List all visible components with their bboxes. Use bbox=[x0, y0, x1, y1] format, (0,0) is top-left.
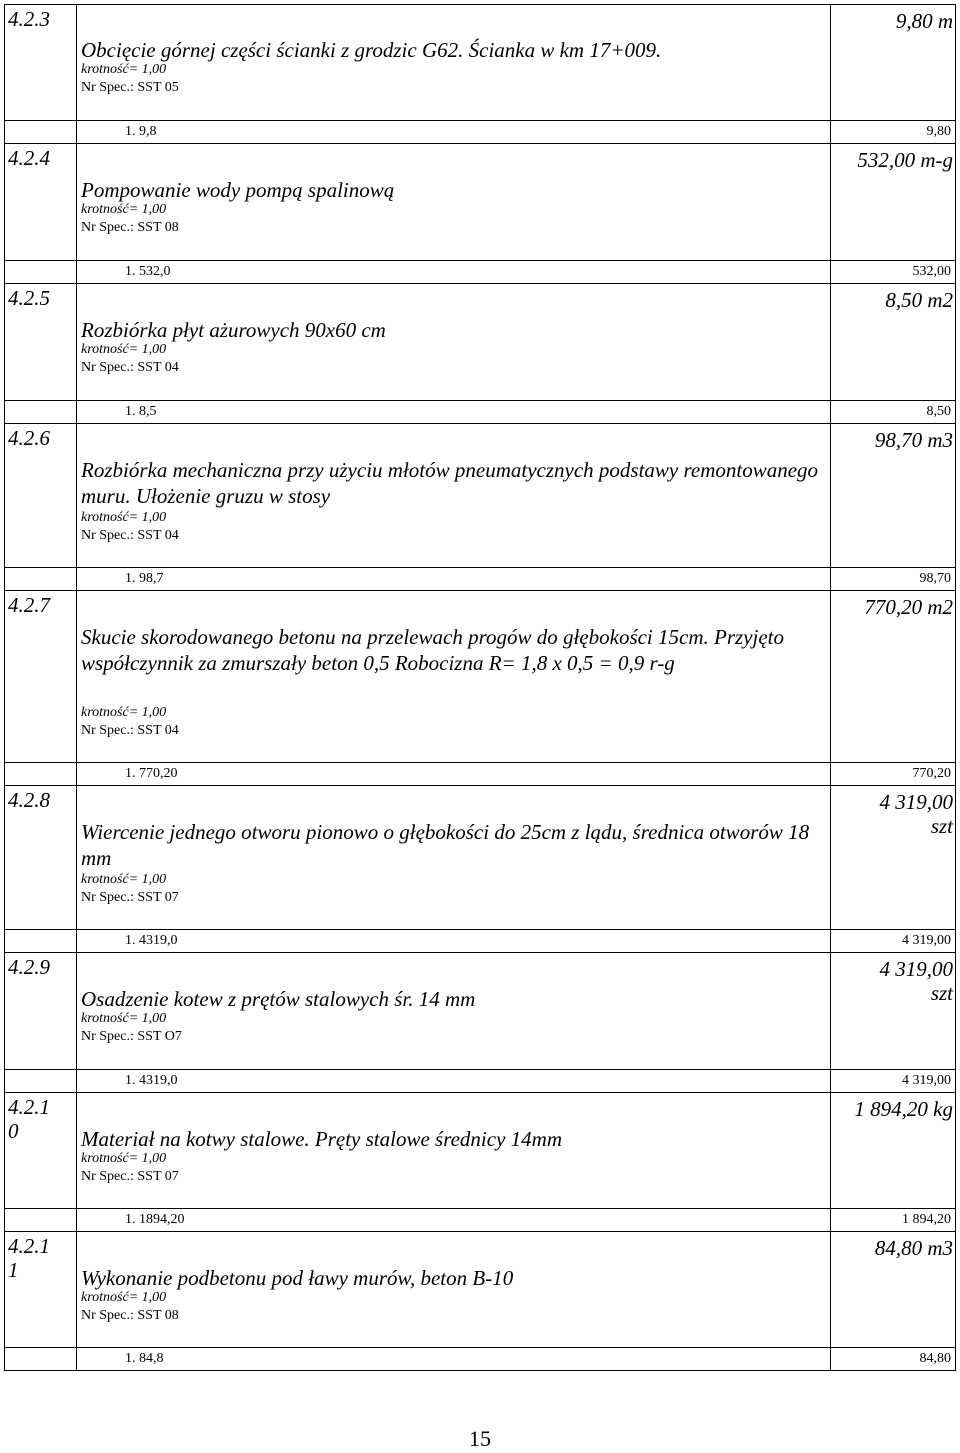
spec-number: Nr Spec.: SST 05 bbox=[81, 80, 179, 95]
item-title: Osadzenie kotew z prętów stalowych śr. 14 mm bbox=[81, 987, 476, 1011]
cost-estimate-table bbox=[4, 4, 956, 1371]
item-quantity: 8,50 m2 bbox=[885, 288, 953, 312]
item-number: 4.2.10 bbox=[5, 1093, 77, 1231]
multiplier: krotność= 1,00 bbox=[81, 202, 167, 217]
item-quantity: 9,80 m bbox=[895, 9, 953, 33]
item-quantity-cell bbox=[831, 591, 957, 785]
calculation-line bbox=[5, 260, 955, 283]
multiplier: krotność= 1,00 bbox=[81, 342, 167, 357]
calc-result: 84,80 bbox=[919, 1351, 951, 1366]
calculation-line bbox=[5, 762, 955, 785]
calc-expression: 1. 4319,0 bbox=[125, 933, 178, 948]
calc-expression: 1. 98,7 bbox=[125, 571, 164, 586]
item-quantity: 532,00 m-g bbox=[857, 148, 953, 172]
spec-number: Nr Spec.: SST 04 bbox=[81, 723, 179, 738]
item-quantity: 98,70 m3 bbox=[874, 428, 953, 452]
item-quantity: 770,20 m2 bbox=[864, 595, 953, 619]
calc-expression: 1. 8,5 bbox=[125, 404, 157, 419]
multiplier: krotność= 1,00 bbox=[81, 872, 167, 887]
spec-number: Nr Spec.: SST O7 bbox=[81, 1029, 182, 1044]
table-row bbox=[4, 143, 956, 283]
spec-number: Nr Spec.: SST 04 bbox=[81, 360, 179, 375]
calc-result: 8,50 bbox=[926, 404, 951, 419]
item-quantity-cell bbox=[831, 786, 957, 952]
table-row bbox=[4, 952, 956, 1092]
item-title: Rozbiórka mechaniczna przy użyciu młotów pneumatycznych podstawy remontowanego muru. Ułożenie gruzu w stosy bbox=[81, 458, 819, 508]
item-number: 4.2.3 bbox=[5, 5, 77, 143]
item-title: Materiał na kotwy stalowe. Pręty stalowe średnicy 14mm bbox=[81, 1127, 562, 1151]
table-row bbox=[4, 423, 956, 590]
item-title: Wykonanie podbetonu pod ławy murów, beton B-10 bbox=[81, 1266, 514, 1290]
spec-number: Nr Spec.: SST 08 bbox=[81, 220, 179, 235]
item-title: Skucie skorodowanego betonu na przelewach progów do głębokości 15cm. Przyjęto współczynnik za zmurszały beton 0,5 Robocizna R= 1,8 x 0,5 = 0,9 r-g bbox=[81, 625, 784, 675]
spec-number: Nr Spec.: SST 04 bbox=[81, 528, 179, 543]
item-number: 4.2.8 bbox=[5, 786, 77, 952]
calc-result: 532,00 bbox=[912, 264, 951, 279]
multiplier: krotność= 1,00 bbox=[81, 1151, 167, 1166]
item-title: Rozbiórka płyt ażurowych 90x60 cm bbox=[81, 318, 386, 342]
multiplier: krotność= 1,00 bbox=[81, 1290, 167, 1305]
multiplier: krotność= 1,00 bbox=[81, 62, 167, 77]
page-number: 15 bbox=[469, 1426, 491, 1451]
table-row bbox=[4, 590, 956, 785]
calculation-line bbox=[5, 120, 955, 143]
calc-result: 770,20 bbox=[912, 766, 951, 781]
spec-number: Nr Spec.: SST 07 bbox=[81, 1169, 179, 1184]
item-title: Wiercenie jednego otworu pionowo o głębokości do 25cm z lądu, średnica otworów 18 mm bbox=[81, 820, 810, 870]
spec-number: Nr Spec.: SST 07 bbox=[81, 890, 179, 905]
multiplier: krotność= 1,00 bbox=[81, 1011, 167, 1026]
calc-result: 4 319,00 bbox=[902, 1073, 951, 1088]
calc-result: 1 894,20 bbox=[902, 1212, 951, 1227]
calc-expression: 1. 4319,0 bbox=[125, 1073, 178, 1088]
item-number: 4.2.9 bbox=[5, 953, 77, 1092]
calculation-line bbox=[5, 400, 955, 423]
calc-expression: 1. 770,20 bbox=[125, 766, 178, 781]
item-quantity-cell bbox=[831, 424, 957, 590]
calc-expression: 1. 1894,20 bbox=[125, 1212, 185, 1227]
item-description bbox=[81, 786, 831, 952]
item-description bbox=[81, 591, 831, 785]
calculation-line bbox=[5, 1069, 955, 1092]
calc-result: 9,80 bbox=[926, 124, 951, 139]
item-number: 4.2.6 bbox=[5, 424, 77, 590]
item-quantity: 4 319,00 szt bbox=[879, 790, 953, 838]
table-row bbox=[4, 283, 956, 423]
item-quantity: 1 894,20 kg bbox=[854, 1097, 953, 1121]
calculation-line bbox=[5, 1347, 955, 1370]
multiplier: krotność= 1,00 bbox=[81, 705, 167, 720]
item-description bbox=[81, 424, 831, 590]
item-title: Obcięcie górnej części ścianki z grodzic G62. Ścianka w km 17+009. bbox=[81, 38, 662, 62]
calculation-line bbox=[5, 929, 955, 952]
item-number: 4.2.5 bbox=[5, 284, 77, 423]
table-row bbox=[4, 1231, 956, 1371]
calc-expression: 1. 84,8 bbox=[125, 1351, 164, 1366]
spec-number: Nr Spec.: SST 08 bbox=[81, 1308, 179, 1323]
item-number: 4.2.4 bbox=[5, 144, 77, 283]
table-row bbox=[4, 785, 956, 952]
table-row bbox=[4, 1092, 956, 1231]
calc-expression: 1. 9,8 bbox=[125, 124, 157, 139]
calc-result: 4 319,00 bbox=[902, 933, 951, 948]
calc-result: 98,70 bbox=[919, 571, 951, 586]
calculation-line bbox=[5, 1208, 955, 1231]
table-row bbox=[4, 4, 956, 143]
item-title: Pompowanie wody pompą spalinową bbox=[81, 178, 395, 202]
item-number: 4.2.7 bbox=[5, 591, 77, 785]
item-number: 4.2.11 bbox=[5, 1232, 77, 1370]
item-quantity: 84,80 m3 bbox=[874, 1236, 953, 1260]
item-quantity: 4 319,00 szt bbox=[879, 957, 953, 1005]
multiplier: krotność= 1,00 bbox=[81, 510, 167, 525]
calc-expression: 1. 532,0 bbox=[125, 264, 171, 279]
calculation-line bbox=[5, 567, 955, 590]
